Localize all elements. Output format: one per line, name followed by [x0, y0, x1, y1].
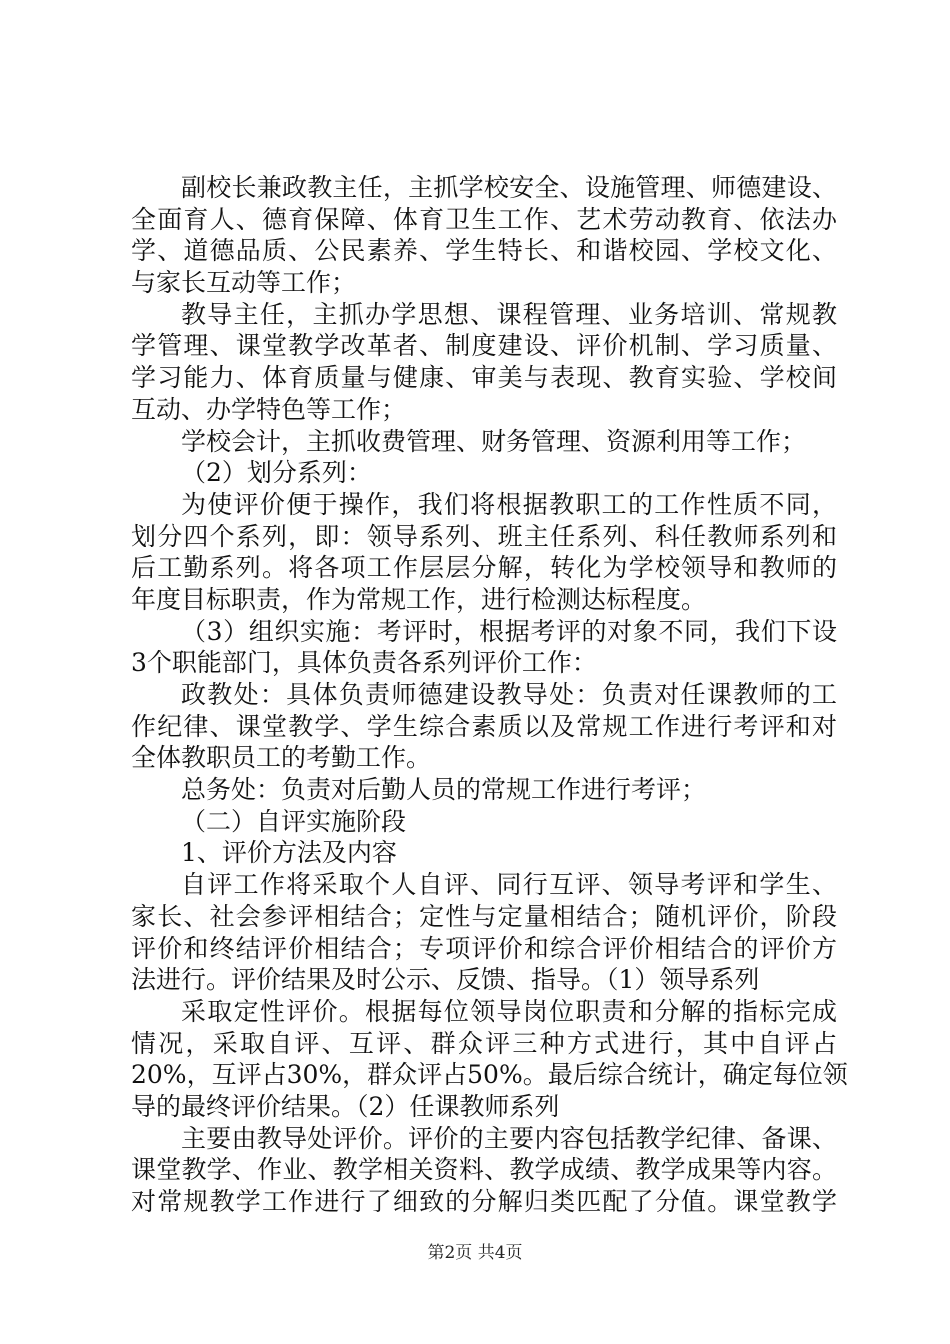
section-heading: （2）划分系列：: [181, 458, 372, 488]
paragraph-line: 评价和终结评价相结合；专项评价和综合评价相结合的评价方: [131, 933, 837, 963]
paragraph-line: 采取定性评价。根据每位领导岗位职责和分解的指标完成: [181, 996, 837, 1026]
paragraph-line: 与家长互动等工作；: [131, 268, 357, 298]
paragraph-line: 全面育人、德育保障、体育卫生工作、艺术劳动教育、依法办: [131, 204, 837, 234]
paragraph-line: 互动、办学特色等工作；: [131, 394, 407, 424]
paragraph-line: 导的最终评价结果。（2）任课教师系列: [131, 1091, 560, 1121]
paragraph-line: 政教处：具体负责师德建设教导处：负责对任课教师的工: [181, 680, 837, 709]
paragraph-line: 20%，互评占30%，群众评占50%。最后综合统计，确定每位领: [131, 1060, 848, 1090]
paragraph-line: 自评工作将采取个人自评、同行互评、领导考评和学生、: [181, 870, 837, 900]
paragraph-line: 法进行。评价结果及时公示、反馈、指导。（1）领导系列: [131, 965, 760, 995]
section-heading: 1、评价方法及内容: [181, 838, 397, 868]
page-number-footer: 第2页 共4页: [427, 1243, 523, 1263]
paragraph-line: 学习能力、体育质量与健康、审美与表现、教育实验、学校间: [131, 363, 837, 393]
paragraph-line: （3）组织实施：考评时，根据考评的对象不同，我们下设: [181, 616, 837, 646]
paragraph-line: 为使评价便于操作，我们将根据教职工的工作性质不同，: [181, 489, 837, 519]
paragraph-line: 家长、社会参评相结合；定性与定量相结合；随机评价，阶段: [131, 901, 837, 931]
paragraph-line: 学、道德品质、公民素养、学生特长、和谐校园、学校文化、: [131, 236, 837, 266]
paragraph-line: 副校长兼政教主任，主抓学校安全、设施管理、师德建设、: [181, 173, 837, 202]
paragraph-line: 后工勤系列。将各项工作层层分解，转化为学校领导和教师的: [131, 553, 837, 583]
paragraph-line: 全体教职员工的考勤工作。: [131, 743, 432, 773]
paragraph-line: 年度目标职责，作为常规工作，进行检测达标程度。: [131, 584, 707, 614]
body-text: [131, 172, 848, 1218]
paragraph-line: 总务处：负责对后勤人员的常规工作进行考评；: [181, 775, 707, 805]
paragraph-line: 作纪律、课堂教学、学生综合素质以及常规工作进行考评和对: [131, 711, 837, 741]
paragraph-line: 3个职能部门，具体负责各系列评价工作：: [131, 648, 597, 678]
section-heading: （二）自评实施阶段: [181, 806, 407, 836]
paragraph-line: 学管理、课堂教学改革者、制度建设、评价机制、学习质量、: [131, 331, 837, 361]
paragraph-line: 情况，采取自评、互评、群众评三种方式进行，其中自评占: [131, 1028, 837, 1058]
paragraph-line: 课堂教学、作业、教学相关资料、教学成绩、教学成果等内容。: [131, 1155, 837, 1185]
paragraph-line: 主要由教导处评价。评价的主要内容包括教学纪律、备课、: [181, 1123, 837, 1153]
paragraph-line: 学校会计，主抓收费管理、财务管理、资源利用等工作；: [181, 426, 807, 456]
paragraph-line: 教导主任，主抓办学思想、课程管理、业务培训、常规教: [181, 299, 837, 329]
paragraph-line: 对常规教学工作进行了细致的分解归类匹配了分值。课堂教学: [131, 1187, 837, 1216]
paragraph-line: 划分四个系列，即：领导系列、班主任系列、科任教师系列和: [131, 521, 837, 551]
